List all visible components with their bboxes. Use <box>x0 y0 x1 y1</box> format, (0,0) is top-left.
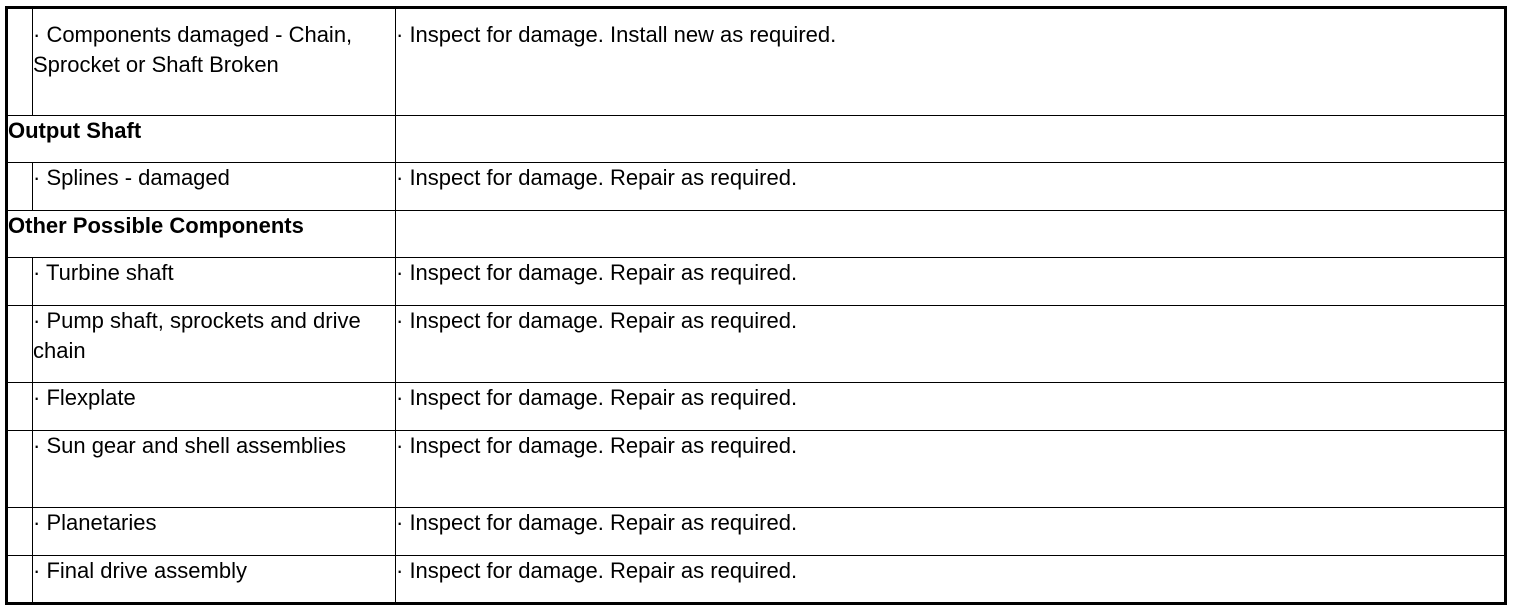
indent-cell <box>7 508 33 556</box>
indent-cell <box>7 163 33 211</box>
action-cell: · Inspect for damage. Repair as required. <box>396 556 1506 604</box>
section-heading-output-shaft: Output Shaft <box>7 116 396 163</box>
indent-cell <box>7 556 33 604</box>
indent-cell <box>7 306 33 383</box>
indent-cell <box>7 258 33 306</box>
table-row <box>7 431 1506 508</box>
action-cell: · Inspect for damage. Install new as required. <box>396 8 1506 116</box>
section-action-cell <box>396 211 1506 258</box>
action-cell: · Inspect for damage. Repair as required. <box>396 258 1506 306</box>
action-cell: · Inspect for damage. Repair as required. <box>396 431 1506 508</box>
condition-cell: · Final drive assembly <box>33 556 396 604</box>
section-heading-other-components: Other Possible Components <box>7 211 396 258</box>
condition-cell: · Splines - damaged <box>33 163 396 211</box>
action-cell: · Inspect for damage. Repair as required. <box>396 163 1506 211</box>
indent-cell <box>7 383 33 431</box>
condition-cell: · Flexplate <box>33 383 396 431</box>
indent-cell <box>7 431 33 508</box>
section-action-cell <box>396 116 1506 163</box>
table-row <box>7 306 1506 383</box>
table-row <box>7 556 1506 604</box>
condition-cell: · Turbine shaft <box>33 258 396 306</box>
condition-cell: · Sun gear and shell assemblies <box>33 431 396 508</box>
table-row <box>7 383 1506 431</box>
section-row <box>7 116 1506 163</box>
section-row <box>7 211 1506 258</box>
condition-cell: · Components damaged - Chain, Sprocket or Shaft Broken <box>33 8 396 116</box>
action-cell: · Inspect for damage. Repair as required. <box>396 306 1506 383</box>
condition-cell: · Planetaries <box>33 508 396 556</box>
table-row <box>7 258 1506 306</box>
table-row <box>7 8 1506 116</box>
diagnostic-table <box>5 6 1507 605</box>
condition-cell: · Pump shaft, sprockets and drive chain <box>33 306 396 383</box>
indent-cell <box>7 8 33 116</box>
action-cell: · Inspect for damage. Repair as required. <box>396 383 1506 431</box>
table-row <box>7 163 1506 211</box>
action-cell: · Inspect for damage. Repair as required. <box>396 508 1506 556</box>
table-row <box>7 508 1506 556</box>
